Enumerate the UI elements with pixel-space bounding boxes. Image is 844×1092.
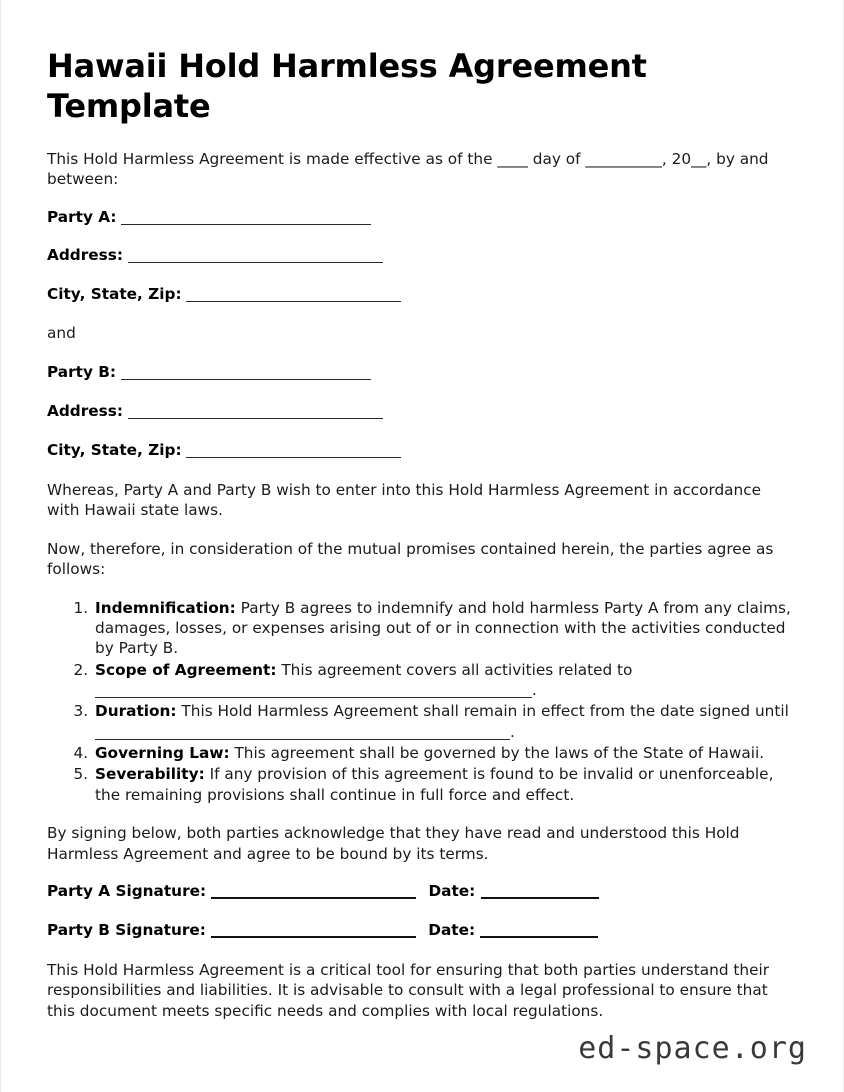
party-a-name-field <box>47 208 791 228</box>
party-a-signature-input[interactable] <box>211 884 416 899</box>
scope-blank-input[interactable] <box>95 684 532 698</box>
now-therefore-paragraph: Now, therefore, in consideration of the mutual promises contained herein, the parties agree as follows: <box>47 539 774 579</box>
term-body: Party B agrees to indemnify and hold harmless Party A from any claims, damages, losses, or expenses arising out of or in connection with the activities conducted by Party B. <box>95 598 791 658</box>
party-a-signature-label: Party A Signature: <box>47 882 207 901</box>
term-body-suffix: . <box>532 681 537 700</box>
list-item <box>93 764 791 805</box>
page-title: Hawaii Hold Harmless Agreement Template <box>47 47 647 126</box>
party-b-signature-label: Party B Signature: <box>47 920 206 939</box>
party-b-address-field <box>47 402 791 422</box>
term-heading: Severability: <box>95 765 205 784</box>
party-b-name-input[interactable] <box>121 366 371 380</box>
term-body: This Hold Harmless Agreement shall remain in effect from the date signed until <box>181 702 789 721</box>
term-heading: Indemnification: <box>95 598 236 617</box>
party-b-address-label: Address: <box>47 401 123 420</box>
party-b-address-input[interactable] <box>128 405 383 419</box>
duration-blank-input[interactable] <box>95 726 510 740</box>
party-a-address-field <box>47 246 791 266</box>
party-a-city-state-zip-input[interactable] <box>186 288 401 302</box>
party-a-date-label: Date: <box>428 882 476 901</box>
term-body-suffix: . <box>510 722 515 741</box>
intro-paragraph: This Hold Harmless Agreement is made effective as of the ____ day of __________, 20__, by and between: <box>47 149 769 189</box>
party-a-signature-row <box>47 882 791 902</box>
party-b-date-label: Date: <box>428 920 476 939</box>
term-heading: Scope of Agreement: <box>95 660 277 679</box>
terms-list <box>47 598 791 805</box>
party-b-name-field <box>47 363 791 383</box>
party-a-address-input[interactable] <box>128 249 383 263</box>
signing-statement-paragraph: By signing below, both parties acknowledge that they have read and understood this Hold Harmless Agreement and agree to be bound by its terms. <box>47 824 740 863</box>
party-a-name-label: Party A: <box>47 207 117 226</box>
site-watermark: ed-space.org <box>578 1031 807 1066</box>
party-b-date-input[interactable] <box>480 923 598 938</box>
closing-note-paragraph: This Hold Harmless Agreement is a critical tool for ensuring that both parties understand their responsibilities and liabilities. It is advisable to consult with a legal professional to ensure that this document meets specific needs and complies with local regulations. <box>47 960 770 1020</box>
party-b-city-state-zip-field <box>47 441 791 461</box>
party-b-name-label: Party B: <box>47 363 117 382</box>
list-item <box>93 598 791 659</box>
term-body: This agreement covers all activities related to <box>281 660 633 679</box>
party-b-city-state-zip-label: City, State, Zip: <box>47 440 182 459</box>
and-connector: and <box>47 324 76 343</box>
party-b-signature-row <box>47 921 791 941</box>
party-b-signature-input[interactable] <box>211 923 416 938</box>
term-body: This agreement shall be governed by the laws of the State of Hawaii. <box>234 744 765 763</box>
term-heading: Governing Law: <box>95 744 230 763</box>
party-a-name-input[interactable] <box>121 211 371 225</box>
party-b-city-state-zip-input[interactable] <box>186 444 401 458</box>
list-item <box>93 660 791 701</box>
list-item <box>93 701 791 742</box>
whereas-paragraph: Whereas, Party A and Party B wish to enter into this Hold Harmless Agreement in accordance with Hawaii state laws. <box>47 480 762 520</box>
term-heading: Duration: <box>95 702 177 721</box>
term-body: If any provision of this agreement is found to be invalid or unenforceable, the remaining provisions shall continue in full force and effect. <box>95 765 774 804</box>
party-a-city-state-zip-field <box>47 285 791 305</box>
party-a-city-state-zip-label: City, State, Zip: <box>47 285 182 304</box>
party-a-date-input[interactable] <box>481 884 599 899</box>
party-a-address-label: Address: <box>47 246 123 265</box>
list-item <box>93 743 791 763</box>
